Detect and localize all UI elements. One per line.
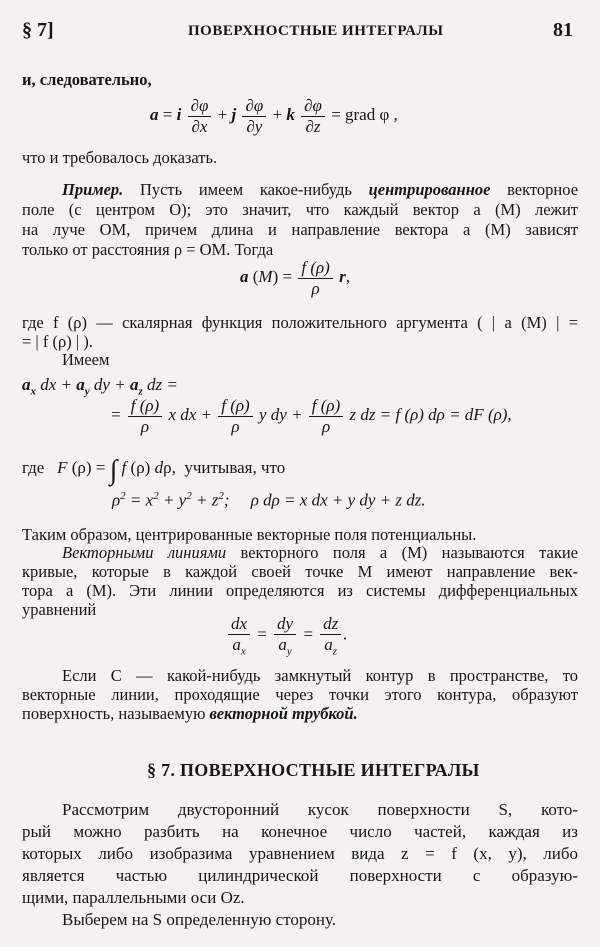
text-span: где [22, 458, 45, 477]
emphasis: Векторными линиями [62, 543, 227, 562]
text-line: и, следовательно, [22, 70, 152, 89]
emphasis: центрированное [368, 180, 491, 199]
text-line: = | f (ρ) | ). [22, 332, 93, 351]
text-line: кривые, которые в каждой своей точке M имеют направление век- [22, 562, 578, 581]
formula-gradient: a = i $\frac{\partial\varphi}{\partial x}$ + j $\frac{\partial\varphi}{\partial y}$ + k $\frac{\partial\varphi}{\partial z}$ = grad φ , [150, 96, 398, 136]
example-line [22, 180, 578, 200]
text-span: векторное [507, 180, 579, 199]
text-line: векторные линии, проходящие через точки этого контура, образуют [22, 685, 578, 704]
formula-dot-product: $a_x$ dx + $a_y$ dy + $a_z$ dz = [22, 375, 178, 398]
formula-antiderivative: где F (ρ) = ∫ f (ρ) dρ, учитывая, что [22, 455, 286, 486]
text-line: уравнений [22, 600, 97, 619]
text-line: Выберем на S определенную сторону. [62, 910, 337, 929]
text-span: учитывая, что [184, 458, 286, 477]
text-line: Рассмотрим двусторонний кусок поверхности S, кото- [62, 800, 578, 819]
text-span: поверхность, называемую [22, 704, 206, 723]
running-head-title: ПОВЕРХНОСТНЫЕ ИНТЕГРАЛЫ [188, 23, 444, 39]
text-line: щими, параллельными оси Oz. [22, 888, 245, 907]
text-line: на луче OM, причем длина и направление вектора a (M) зависят [22, 220, 578, 239]
text-line: которых либо изобразима уравнением вида z = f (x, y), либо [22, 844, 578, 863]
formula-expansion: = $\frac{f (\rho)}{\rho}$ x dx + $\frac{f (\rho)}{\rho}$ y dy + $\frac{f (\rho)}{\rho}$ z dz = f (ρ) dρ = dF (ρ), [110, 396, 512, 436]
text-line: Если C — какой-нибудь замкнутый контур в пространстве, то [62, 666, 578, 685]
text-span: Пусть имеем какое-нибудь [139, 180, 352, 199]
example-label: Пример. [62, 180, 124, 199]
text-line: Имеем [62, 350, 110, 369]
text-line [22, 704, 358, 724]
text-line: Таким образом, центрированные векторные поля потенциальны. [22, 525, 477, 544]
text-line: что и требовалось доказать. [22, 148, 218, 167]
page-number: 81 [553, 19, 573, 41]
text-line: является частью цилиндрической поверхности с образую- [22, 866, 578, 885]
emphasis: векторной трубкой. [209, 704, 358, 723]
text-line: рый можно разбить на конечное число частей, каждая из [22, 822, 578, 841]
section-heading: § 7. ПОВЕРХНОСТНЫЕ ИНТЕГРАЛЫ [147, 760, 480, 780]
formula-centered-field: a (M) = $\frac{f (\rho)}{\rho}$ r, [240, 258, 350, 298]
text-line: где f (ρ) — скалярная функция положительного аргумента ( | a (M) | = [22, 313, 578, 332]
vector-lines-line [22, 543, 578, 563]
text-line: тора a (M). Эти линии определяются из системы дифференциальных [22, 581, 578, 600]
text-line: поле (с центром O); это значит, что каждый вектор a (M) лежит [22, 200, 578, 219]
text-span: векторного поля a (M) называются такие [240, 543, 578, 562]
formula-vector-lines: $\frac{dx}{a_x}$ = $\frac{dy}{a_y}$ = $\frac{dz}{a_z}$ . [226, 614, 347, 658]
running-head-section: § 7] [22, 19, 54, 41]
text-line: только от расстояния ρ = OM. Тогда [22, 240, 274, 259]
formula-radius: $\rho^2 = x^2 + y^2 + z^2$; ρ dρ = x dx + y dy + z dz. [112, 490, 426, 510]
